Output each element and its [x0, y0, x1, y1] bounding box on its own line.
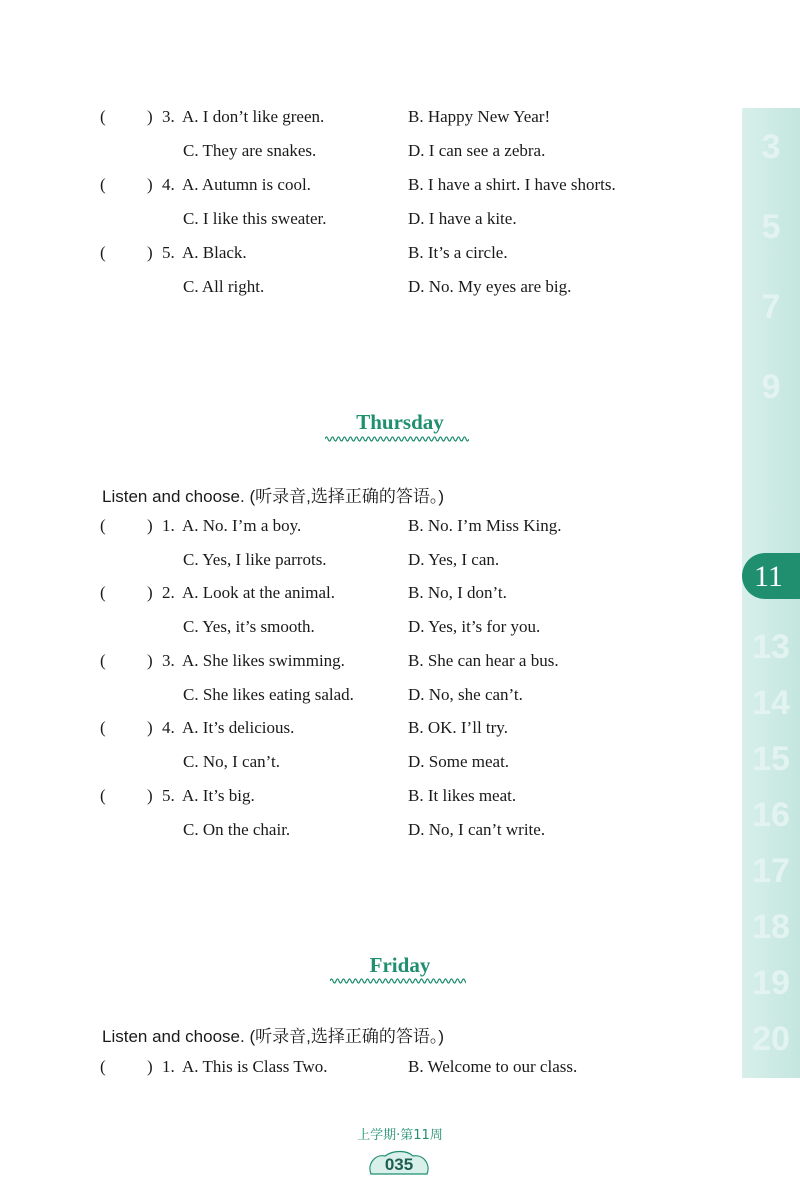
option-b: B. No. I’m Miss King.	[408, 516, 562, 535]
question-number: 1.	[162, 1057, 175, 1076]
side-week-number: 3	[761, 128, 781, 166]
option-a: A. I don’t like green.	[182, 107, 325, 126]
option-c: C. I like this sweater.	[183, 209, 327, 228]
question-number: 4.	[162, 718, 175, 737]
option-a: A. She likes swimming.	[182, 651, 345, 670]
option-b: B. She can hear a bus.	[408, 651, 559, 670]
thursday-instruction: Listen and choose. (听录音,选择正确的答语。)	[102, 487, 444, 506]
thursday-heading: Thursday	[356, 410, 444, 434]
option-a: A. Black.	[182, 243, 247, 262]
option-d: D. I can see a zebra.	[408, 141, 546, 160]
thursday-underline-wave	[325, 434, 469, 444]
question-number: 4.	[162, 175, 175, 194]
option-c: C. Yes, it’s smooth.	[183, 617, 315, 636]
answer-blank-close: )	[147, 583, 153, 602]
answer-blank-close: )	[147, 1057, 153, 1076]
side-week-number: 13	[752, 628, 790, 666]
page-number-badge	[365, 1150, 433, 1180]
answer-blank-open[interactable]: (	[100, 583, 106, 602]
answer-blank-open[interactable]: (	[100, 516, 106, 535]
question-number: 5.	[162, 786, 175, 805]
friday-instruction: Listen and choose. (听录音,选择正确的答语。)	[102, 1027, 444, 1046]
option-b: B. Welcome to our class.	[408, 1057, 578, 1076]
option-b: B. Happy New Year!	[408, 107, 551, 126]
friday-heading: Friday	[369, 953, 431, 977]
answer-blank-close: )	[147, 651, 153, 670]
option-c: C. They are snakes.	[183, 141, 317, 160]
answer-blank-open[interactable]: (	[100, 1057, 106, 1076]
option-a: A. Autumn is cool.	[182, 175, 311, 194]
question-number: 2.	[162, 583, 175, 602]
option-d: D. Some meat.	[408, 752, 510, 771]
option-d: D. I have a kite.	[408, 209, 517, 228]
answer-blank-open[interactable]: (	[100, 107, 106, 126]
option-d: D. No. My eyes are big.	[408, 277, 572, 296]
friday-underline-wave	[330, 976, 466, 986]
side-week-number: 5	[761, 208, 781, 246]
option-a: A. This is Class Two.	[182, 1057, 328, 1076]
answer-blank-open[interactable]: (	[100, 651, 106, 670]
option-d: D. No, she can’t.	[408, 685, 523, 704]
answer-blank-close: )	[147, 516, 153, 535]
option-c: C. All right.	[183, 277, 265, 296]
side-week-number: 20	[752, 1020, 790, 1058]
side-week-number: 18	[752, 908, 790, 946]
side-week-number: 19	[752, 964, 790, 1002]
side-week-number: 16	[752, 796, 790, 834]
option-c: C. On the chair.	[183, 820, 291, 839]
question-number: 5.	[162, 243, 175, 262]
option-c: C. She likes eating salad.	[183, 685, 354, 704]
side-week-number: 17	[752, 852, 790, 890]
option-a: A. It’s big.	[182, 786, 255, 805]
answer-blank-open[interactable]: (	[100, 175, 106, 194]
answer-blank-open[interactable]: (	[100, 718, 106, 737]
option-d: D. Yes, it’s for you.	[408, 617, 541, 636]
answer-blank-close: )	[147, 718, 153, 737]
side-week-number: 15	[752, 740, 790, 778]
answer-blank-open[interactable]: (	[100, 786, 106, 805]
side-week-number: 7	[761, 288, 781, 326]
option-b: B. I have a shirt. I have shorts.	[408, 175, 616, 194]
answer-blank-open[interactable]: (	[100, 243, 106, 262]
option-c: C. No, I can’t.	[183, 752, 280, 771]
question-number: 1.	[162, 516, 175, 535]
option-a: A. Look at the animal.	[182, 583, 335, 602]
option-b: B. It likes meat.	[408, 786, 517, 805]
option-a: A. It’s delicious.	[182, 718, 295, 737]
week-tab-label: 11	[754, 560, 783, 593]
side-week-number: 9	[761, 368, 781, 406]
option-b: B. OK. I’ll try.	[408, 718, 508, 737]
page-number: 035	[384, 1155, 414, 1174]
option-d: D. No, I can’t write.	[408, 820, 546, 839]
option-c: C. Yes, I like parrots.	[183, 550, 327, 569]
answer-blank-close: )	[147, 243, 153, 262]
option-a: A. No. I’m a boy.	[182, 516, 302, 535]
option-d: D. Yes, I can.	[408, 550, 500, 569]
option-b: B. It’s a circle.	[408, 243, 508, 262]
answer-blank-close: )	[147, 175, 153, 194]
question-number: 3.	[162, 107, 175, 126]
footer-caption: 上学期·第11周	[357, 1128, 443, 1143]
answer-blank-close: )	[147, 786, 153, 805]
side-week-number: 14	[752, 684, 790, 722]
week-tab	[742, 553, 800, 599]
question-number: 3.	[162, 651, 175, 670]
option-b: B. No, I don’t.	[408, 583, 507, 602]
answer-blank-close: )	[147, 107, 153, 126]
